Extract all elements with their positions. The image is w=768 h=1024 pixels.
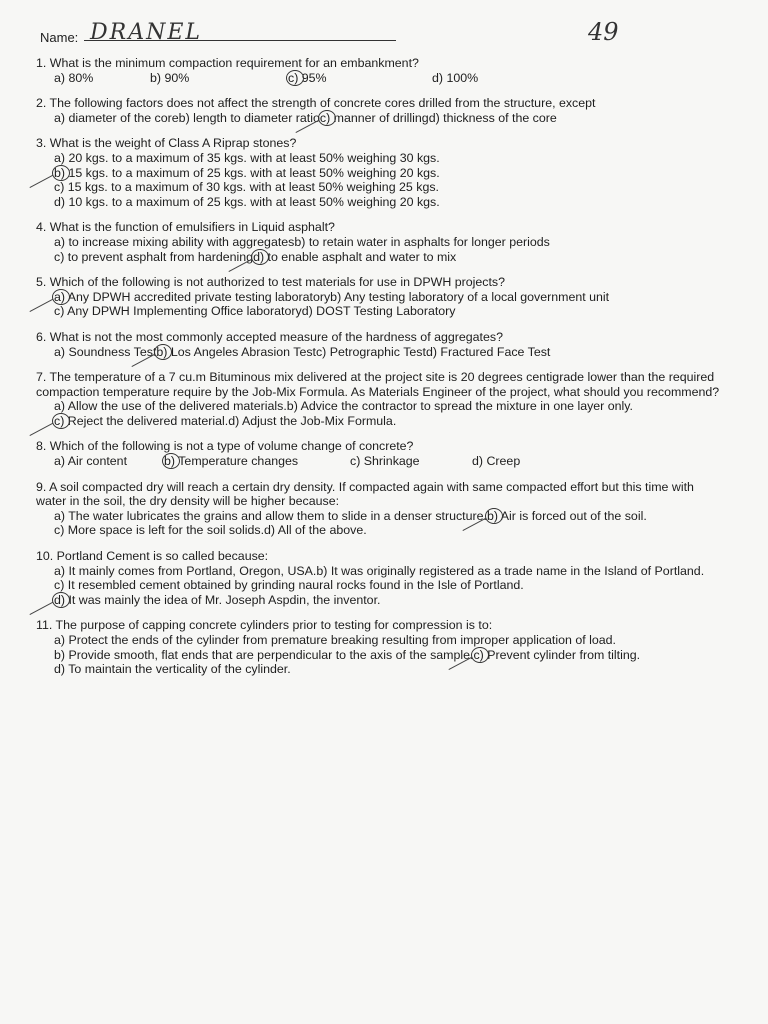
circled-answer-mark [52,592,70,608]
question-text: 9. A soil compacted dry will reach a certain dry density. If compacted again with same compacted effort but this time with water in the soil, the dry density will be higher because: [36,479,694,509]
answer-option-text: b) length to diameter ratio [178,110,320,125]
question-4 [36,220,726,264]
question-text: 1. What is the minimum compaction requirement for an embankment? [36,56,419,70]
answer-option[interactable] [320,111,429,126]
question-7 [36,370,726,428]
answer-options [36,71,726,86]
answer-option[interactable] [54,523,264,538]
circled-answer-mark [154,344,172,360]
answer-option-text: a) Any DPWH accredited private testing laboratory [54,289,331,304]
answer-option[interactable] [54,290,330,305]
answer-option-text: b) Any testing laboratory of a local government unit [330,289,610,304]
exam-header [40,18,740,58]
answer-option[interactable] [54,166,440,181]
answer-option-text: c) 15 kgs. to a maximum of 30 kgs. with at least 50% weighing 25 kgs. [54,180,439,195]
answer-option[interactable] [429,111,557,126]
question-text: 5. Which of the following is not authorized to test materials for use in DPWH projects? [36,275,505,290]
question-1 [36,56,726,85]
answer-option-text: c) 95% [288,70,327,85]
answer-option-text: a) The water lubricates the grains and allow them to slide in a denser structure. [54,508,487,523]
answer-option[interactable] [54,111,179,126]
answer-option-text: b) Los Angeles Abrasion Test [156,344,316,359]
answer-option-text: c) Shrinkage [350,454,420,469]
name-label: Name: [40,30,79,45]
answer-option-text: a) diameter of the core [54,110,179,125]
answer-option-text: d) to enable asphalt and water to mix [253,249,457,264]
answer-option[interactable] [228,414,396,429]
answer-option-text: b) Temperature changes [164,454,299,469]
answer-option[interactable] [294,235,550,250]
answer-option[interactable] [426,345,550,360]
answer-options [36,564,726,608]
question-text: 4. What is the function of emulsifiers in Liquid asphalt? [36,220,335,235]
circled-answer-mark [471,647,489,663]
answer-option-text: c) Petrographic Test [315,344,426,359]
answer-option[interactable] [487,509,647,524]
answer-options [36,111,726,126]
answer-option[interactable] [54,454,164,469]
answer-option[interactable] [156,345,316,360]
answer-option[interactable] [54,195,440,210]
answer-option-text: c) More space is left for the soil solids. [54,523,265,538]
circled-answer-mark [162,453,180,469]
check-mark-icon [21,159,53,188]
answer-option[interactable] [54,151,440,166]
answer-option-text: c) to prevent asphalt from hardening [54,249,254,264]
question-10 [36,549,726,607]
answer-option-text: b) 15 kgs. to a maximum of 25 kgs. with at least 50% weighing 20 kgs. [54,165,440,180]
answer-option-text: c) manner of drilling [319,110,429,125]
question-text: 10. Portland Cement is so called because: [36,549,269,564]
answer-option[interactable] [54,235,294,250]
question-3 [36,136,726,209]
answer-option-text: a) Protect the ends of the cylinder from premature breaking resulting from improper application of load. [54,633,616,647]
answer-option[interactable] [316,564,704,579]
circled-answer-mark [52,165,70,181]
answer-option[interactable] [316,345,426,360]
answer-option-text: a) Soundness Test [54,344,157,359]
answer-option[interactable] [54,578,524,593]
question-text: 3. What is the weight of Class A Riprap stones? [36,136,297,151]
answer-option-text: b) Advice the contractor to spread the mixture in one layer only. [286,399,633,414]
answer-option-text: d) DOST Testing Laboratory [301,304,456,319]
answer-option-text: d) Creep [472,454,521,469]
answer-option-text: a) Air content [54,454,128,469]
question-5 [36,275,726,319]
circled-answer-mark [318,110,336,126]
question-6 [36,330,726,359]
answer-option-text: d) thickness of the core [428,110,557,125]
answer-option[interactable] [264,523,367,538]
question-9 [36,480,726,538]
question-list [36,56,726,688]
answer-option-text: d) 10 kgs. to a maximum of 25 kgs. with at least 50% weighing 20 kgs. [54,194,440,209]
answer-option[interactable] [54,633,616,648]
answer-option-text: a) 80% [54,70,94,85]
answer-options [36,509,726,538]
circled-answer-mark [251,249,269,265]
answer-option-text: b) It was originally registered as a trade name in the Island of Portland. [316,563,705,578]
question-text: 7. The temperature of a 7 cu.m Bituminous mix delivered at the project site is 20 degrees centigrade lower than the required compaction temperature require by the Job-Mix Formula. As Materials Engineer of the project, what should you recommend? [36,370,720,399]
answer-options [36,235,726,264]
answer-option[interactable] [472,454,520,469]
answer-option[interactable] [150,71,288,86]
answer-options [36,290,726,319]
answer-option[interactable] [330,290,609,305]
answer-option-text: c) Prevent cylinder from tilting. [473,647,641,662]
question-11 [36,618,726,676]
answer-option-text: d) 100% [432,70,479,85]
answer-option[interactable] [287,399,633,414]
circled-answer-mark [52,289,70,305]
answer-option[interactable] [253,250,456,265]
answer-option-text: d) It was mainly the idea of Mr. Joseph Aspdin, the inventor. [54,592,381,607]
answer-option[interactable] [473,648,640,663]
check-mark-icon [21,586,53,615]
answer-option[interactable] [54,662,291,677]
answer-option[interactable] [302,304,456,319]
question-text: 6. What is not the most commonly accepted measure of the hardness of aggregates? [36,329,503,344]
answer-options [36,345,726,360]
answer-option[interactable] [54,509,487,524]
answer-option-text: a) 20 kgs. to a maximum of 35 kgs. with at least 50% weighing 30 kgs. [54,150,440,165]
answer-option-text: c) Reject the delivered material. [54,413,229,428]
question-2 [36,96,726,125]
circled-answer-mark [286,70,304,86]
answer-option-text: b) 90% [150,70,190,85]
answer-option[interactable] [54,648,473,663]
answer-option[interactable] [54,71,150,86]
answer-option[interactable] [54,593,380,608]
answer-option[interactable] [54,564,316,579]
answer-option-text: d) Adjust the Job-Mix Formula. [228,413,397,428]
answer-options [36,454,726,469]
answer-option[interactable] [54,399,287,414]
answer-option[interactable] [54,414,228,429]
answer-option-text: a) It mainly comes from Portland, Oregon, USA. [54,563,317,578]
check-mark-icon [21,407,53,436]
question-text: 11. The purpose of capping concrete cylinders prior to testing for compression is to: [36,618,493,633]
answer-option[interactable] [350,454,472,469]
answer-option-text: d) All of the above. [264,523,367,538]
answer-option[interactable] [54,180,439,195]
answer-option-text: b) Provide smooth, flat ends that are perpendicular to the axis of the sample. [54,647,474,662]
answer-options [36,399,726,428]
answer-option[interactable] [288,71,432,86]
answer-option-text: c) It resembled cement obtained by grinding naural rocks found in the Isle of Portland. [54,578,524,593]
answer-option-text: d) Fractured Face Test [425,344,551,359]
answer-options [36,151,726,209]
answer-option-text: a) to increase mixing ability with aggregates [54,234,295,249]
answer-option-text: d) To maintain the verticality of the cylinder. [54,662,291,677]
handwritten-score: 49 [588,18,619,46]
answer-option-text: b) to retain water in asphalts for longer periods [294,234,550,249]
answer-option-text: a) Allow the use of the delivered materials. [54,399,287,414]
handwritten-name: DRANEL [90,20,203,45]
question-text: 8. Which of the following is not a type of volume change of concrete? [36,439,414,454]
answer-options [36,633,726,677]
answer-option-text: b) Air is forced out of the soil. [486,508,647,523]
circled-answer-mark [485,508,503,524]
circled-answer-mark [52,413,70,429]
answer-option[interactable] [164,454,350,469]
question-8 [36,439,726,468]
answer-option[interactable] [432,71,478,86]
answer-option-text: c) Any DPWH Implementing Office laboratory [54,304,302,319]
answer-option[interactable] [54,304,302,319]
question-text: 2. The following factors does not affect the strength of concrete cores drilled from the structure, except [36,96,596,111]
